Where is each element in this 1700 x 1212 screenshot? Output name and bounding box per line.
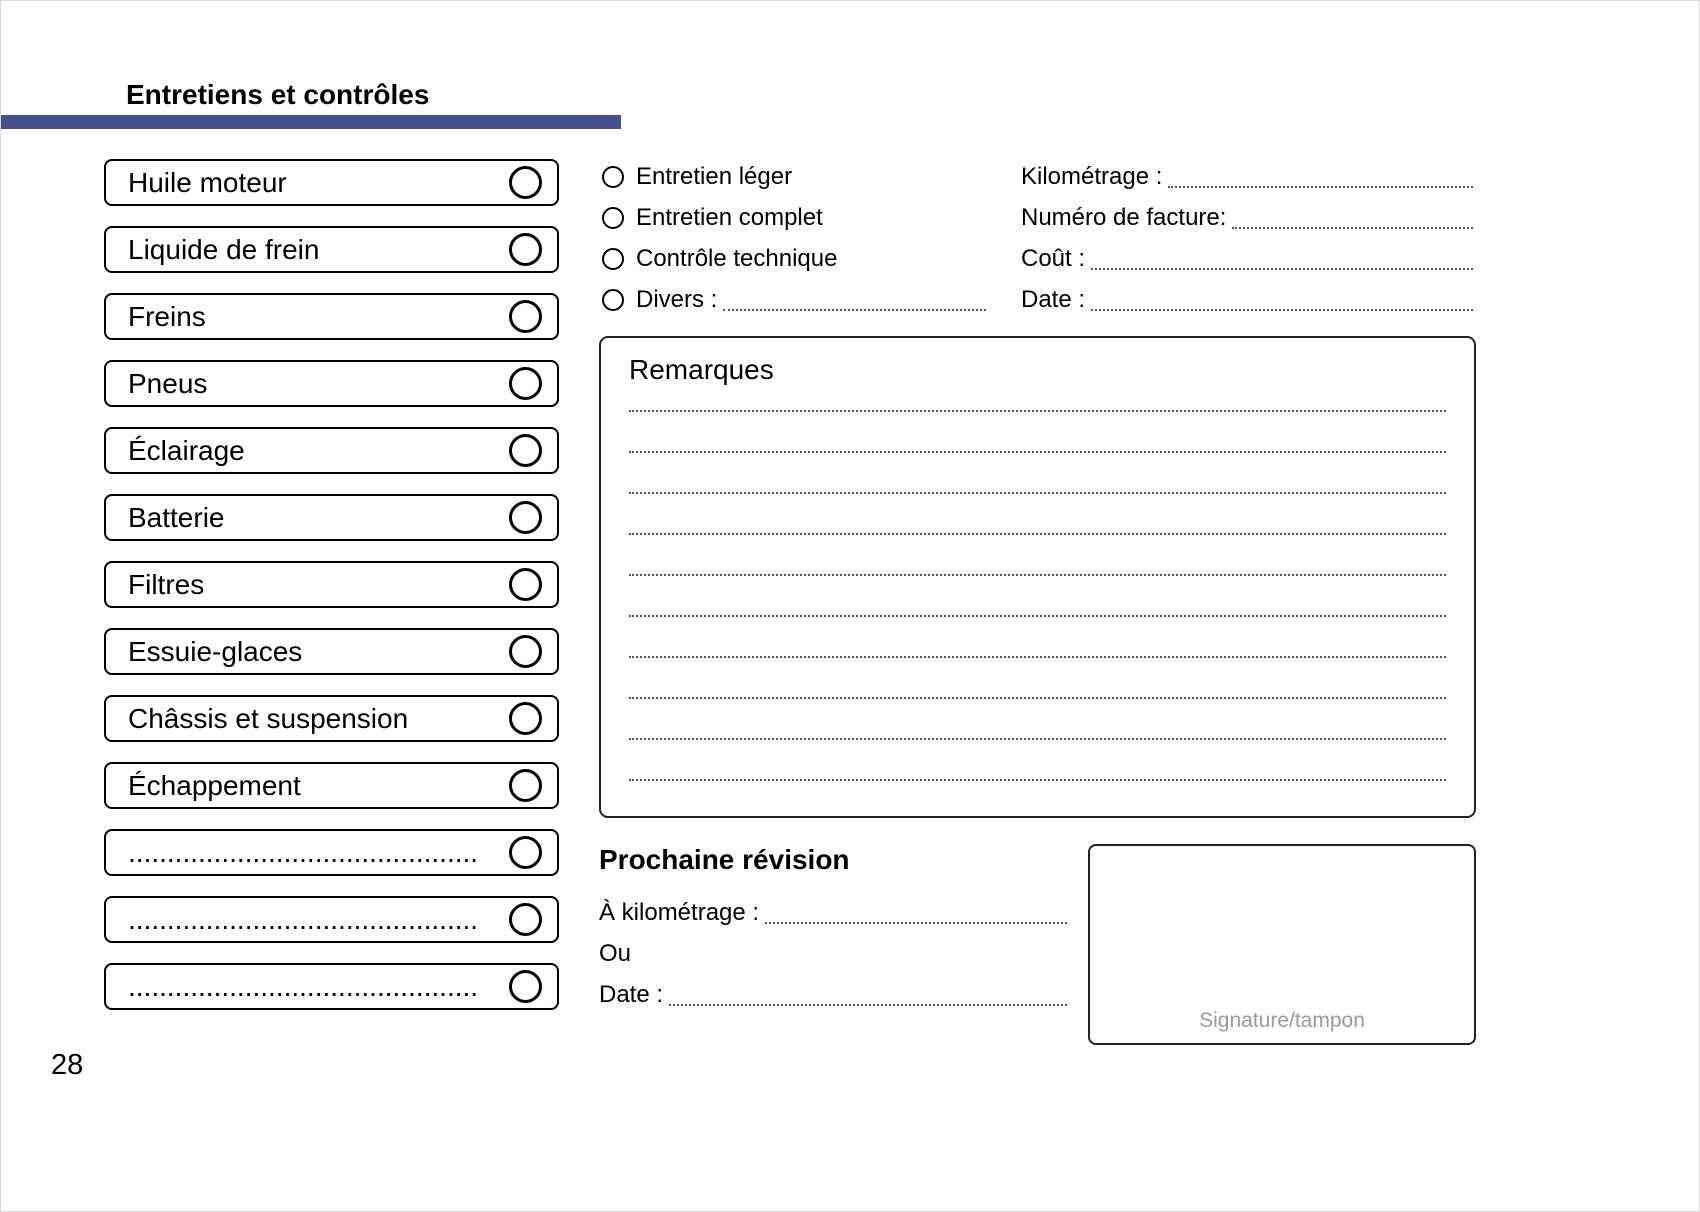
field-label: À kilométrage : (599, 898, 760, 926)
checkbox-circle[interactable] (509, 702, 542, 735)
cout-input-line[interactable] (1091, 268, 1473, 270)
checklist-item (104, 762, 559, 809)
remark-line[interactable] (629, 386, 1446, 412)
next-km-input-line[interactable] (765, 922, 1067, 924)
checkbox-circle[interactable] (509, 970, 542, 1003)
divers-input-line[interactable] (723, 309, 986, 311)
remark-line[interactable] (629, 658, 1446, 699)
service-option (602, 156, 986, 197)
checklist-item (104, 561, 559, 608)
checklist-item-blank (104, 896, 559, 943)
next-revision-date-row (599, 974, 1067, 1015)
checkbox-circle[interactable] (509, 635, 542, 668)
field-label: Coût : (1021, 244, 1086, 272)
page-title: Entretiens et contrôles (126, 79, 430, 110)
service-option (602, 197, 986, 238)
next-revision-or-row (599, 933, 1067, 974)
checklist-item-label: Filtres (128, 568, 205, 600)
service-option (602, 238, 986, 279)
date-input-line[interactable] (1091, 309, 1473, 311)
remark-line[interactable] (629, 740, 1446, 781)
invoice-field (1021, 238, 1473, 279)
remark-line[interactable] (629, 699, 1446, 740)
checklist-item (104, 293, 559, 340)
next-date-input-line[interactable] (669, 1004, 1067, 1006)
signature-label: Signature/tampon (1199, 1009, 1365, 1032)
next-revision-section (599, 844, 1067, 1015)
checklist-item-label: Essuie-glaces (128, 635, 303, 667)
checklist-item (104, 695, 559, 742)
checklist-item (104, 360, 559, 407)
service-option-divers (602, 279, 986, 320)
field-label: Kilométrage : (1021, 162, 1163, 190)
signature-box[interactable] (1088, 844, 1476, 1045)
checklist-item (104, 159, 559, 206)
checklist-item (104, 628, 559, 675)
field-label: Date : (1021, 285, 1086, 313)
checklist-item-label: Pneus (128, 367, 208, 399)
next-revision-title: Prochaine révision (599, 844, 850, 875)
remark-line[interactable] (629, 453, 1446, 494)
field-label: Ou (599, 939, 632, 967)
checklist-item-blank-line[interactable]: ............................................. (128, 970, 479, 1002)
checklist-item-label: Liquide de frein (128, 233, 320, 265)
remark-line[interactable] (629, 494, 1446, 535)
title-underline-bar (1, 115, 621, 129)
checkbox-circle[interactable] (509, 836, 542, 869)
checklist-item-label: Éclairage (128, 434, 245, 466)
checkbox-circle[interactable] (509, 166, 542, 199)
checklist-item-blank (104, 963, 559, 1010)
checklist-item-label: Freins (128, 300, 206, 332)
checkbox-circle[interactable] (509, 769, 542, 802)
checklist-item (104, 226, 559, 273)
radio-circle[interactable] (602, 207, 624, 229)
checkbox-circle[interactable] (509, 434, 542, 467)
kilometrage-input-line[interactable] (1168, 186, 1473, 188)
checklist-item (104, 427, 559, 474)
radio-circle[interactable] (602, 166, 624, 188)
checklist-item-blank-line[interactable]: ............................................. (128, 903, 479, 935)
checklist-item-label: Batterie (128, 501, 225, 533)
remark-line[interactable] (629, 576, 1446, 617)
checkbox-circle[interactable] (509, 568, 542, 601)
checkbox-circle[interactable] (509, 300, 542, 333)
invoice-field (1021, 279, 1473, 320)
checklist-item-label: Châssis et suspension (128, 702, 409, 734)
checklist-item-blank (104, 829, 559, 876)
remark-line[interactable] (629, 535, 1446, 576)
invoice-fields (1021, 156, 1473, 320)
checkbox-circle[interactable] (509, 233, 542, 266)
service-type-options (602, 156, 986, 320)
field-label: Date : (599, 980, 664, 1008)
field-label: Numéro de facture: (1021, 203, 1227, 231)
checkbox-circle[interactable] (509, 903, 542, 936)
radio-circle[interactable] (602, 289, 624, 311)
checklist-item (104, 494, 559, 541)
service-option-label: Divers : (636, 285, 718, 313)
service-option-label: Entretien complet (636, 203, 823, 231)
checklist-item-label: Huile moteur (128, 166, 287, 198)
invoice-field (1021, 197, 1473, 238)
invoice-field (1021, 156, 1473, 197)
checkbox-circle[interactable] (509, 501, 542, 534)
remarks-box (599, 336, 1476, 818)
facture-input-line[interactable] (1232, 227, 1473, 229)
checklist (104, 159, 559, 1030)
service-option-label: Entretien léger (636, 162, 793, 190)
page-number: 28 (51, 1049, 84, 1081)
remark-line[interactable] (629, 617, 1446, 658)
remarks-title: Remarques (629, 354, 774, 385)
checklist-item-blank-line[interactable]: ............................................. (128, 836, 479, 868)
remark-line[interactable] (629, 412, 1446, 453)
radio-circle[interactable] (602, 248, 624, 270)
checkbox-circle[interactable] (509, 367, 542, 400)
next-revision-km-row (599, 892, 1067, 933)
service-option-label: Contrôle technique (636, 244, 838, 272)
checklist-item-label: Échappement (128, 769, 301, 801)
